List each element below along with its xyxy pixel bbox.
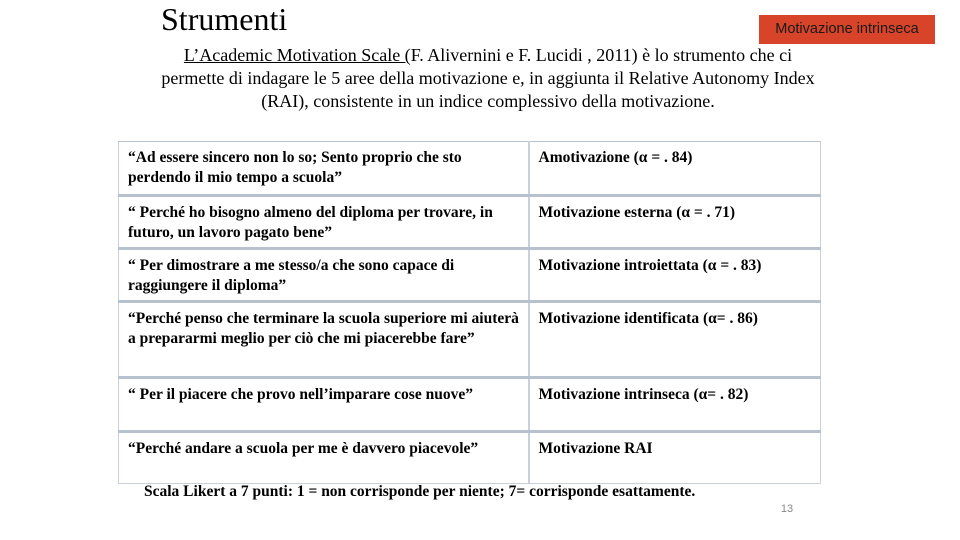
topic-badge: Motivazione intrinseca bbox=[759, 15, 935, 44]
likert-footnote: Scala Likert a 7 punti: 1 = non corrisponde per niente; 7= corrisponde esattamente. bbox=[144, 483, 696, 500]
dimension-cell: Motivazione esterna (α = . 71) bbox=[529, 196, 821, 249]
dimension-cell: Motivazione RAI bbox=[529, 432, 821, 484]
slide-title: Strumenti bbox=[161, 1, 288, 37]
table-row bbox=[119, 142, 821, 196]
intro-text: F. Alivernini e F. Lucidi , 2011) è lo strumento che ci permette di indagare le 5 aree della motivazione e, in aggiunta il Relative Autonomy Index (RAI), consistente in un indice complessivo della motivazione. bbox=[161, 45, 815, 111]
dimension-cell: Amotivazione (α = . 84) bbox=[529, 142, 821, 196]
motivation-scale-table bbox=[118, 141, 821, 484]
table-row bbox=[119, 196, 821, 249]
item-text-cell: “ Perché ho bisogno almeno del diploma per trovare, in futuro, un lavoro pagato bene” bbox=[119, 196, 529, 249]
table-row bbox=[119, 432, 821, 484]
dimension-cell: Motivazione identificata (α= . 86) bbox=[529, 302, 821, 378]
table-row bbox=[119, 302, 821, 378]
item-text-cell: “ Per il piacere che provo nell’imparare cose nuove” bbox=[119, 378, 529, 432]
table-row bbox=[119, 249, 821, 302]
item-text-cell: “Perché penso che terminare la scuola superiore mi aiuterà a prepararmi meglio per ciò che mi piacerebbe fare” bbox=[119, 302, 529, 378]
item-text-cell: “Ad essere sincero non lo so; Sento proprio che sto perdendo il mio tempo a scuola” bbox=[119, 142, 529, 196]
item-text-cell: “ Per dimostrare a me stesso/a che sono capace di raggiungere il diploma” bbox=[119, 249, 529, 302]
intro-underlined-text: L’Academic Motivation Scale ( bbox=[183, 45, 411, 65]
intro-paragraph bbox=[158, 44, 818, 113]
item-text-cell: “Perché andare a scuola per me è davvero piacevole” bbox=[119, 432, 529, 484]
dimension-cell: Motivazione intrinseca (α= . 82) bbox=[529, 378, 821, 432]
page-number: 13 bbox=[780, 503, 794, 515]
table-row bbox=[119, 378, 821, 432]
dimension-cell: Motivazione introiettata (α = . 83) bbox=[529, 249, 821, 302]
